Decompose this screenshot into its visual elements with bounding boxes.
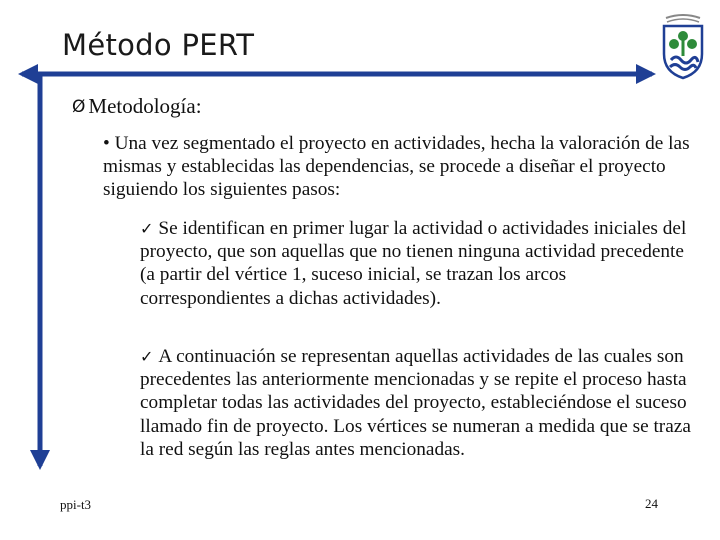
bullet-text: Una vez segmentado el proyecto en actividades, hecha la valoración de las mismas y establecidas las dependencias, se procede a diseñar el proyecto siguiendo los siguientes pasos: (103, 133, 690, 200)
check-item (140, 345, 700, 461)
check-item-text: Se identifican en primer lugar la actividad o actividades iniciales del proyecto, que son aquellas que no tienen ninguna actividad precedente (a partir del vértice 1, suceso inicial, se trazan los arcos correspondientes a dichas actividades). (140, 218, 687, 309)
bullet-paragraph (103, 132, 703, 201)
check-item-text: A continuación se representan aquellas actividades de las cuales son precedentes las anteriormente mencionadas y se repite el proceso hasta completar todas las actividades del proyecto, estableciéndose el suceso llamado fin de proyecto. Los vértices se numeran a medida que se traza la red según las reglas antes mencionadas. (140, 346, 691, 460)
check-icon: ✓ (140, 347, 154, 366)
footer-label: ppi-t3 (60, 497, 92, 512)
university-logo-icon (660, 14, 706, 80)
bullet-marker: • (103, 133, 110, 154)
check-item (140, 217, 700, 310)
arrow-marker-icon: Ø (72, 96, 86, 117)
heading-text: Metodología: (88, 94, 202, 118)
section-heading (72, 94, 202, 119)
slide-title: Método PERT (62, 28, 255, 62)
page-number: 24 (645, 496, 658, 511)
check-icon: ✓ (140, 219, 154, 238)
